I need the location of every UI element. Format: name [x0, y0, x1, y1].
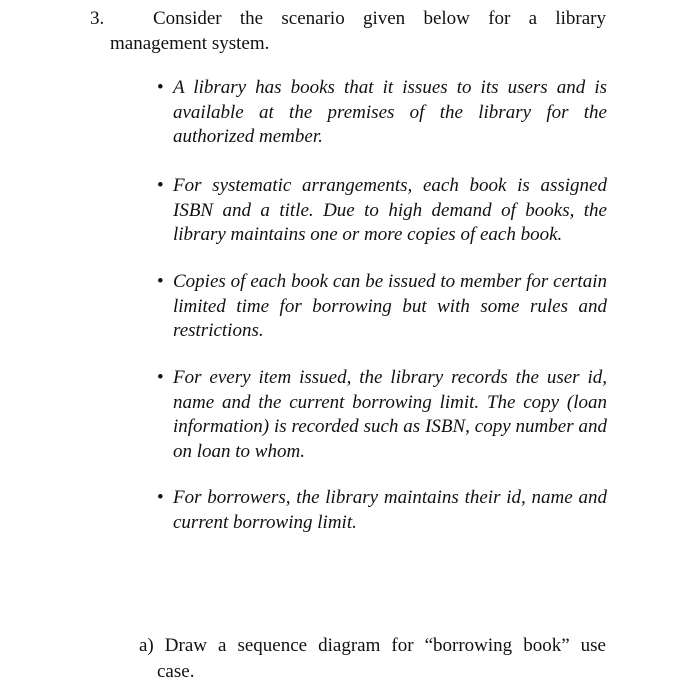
part-a-line2: case. [157, 661, 195, 682]
part-a-task [139, 633, 606, 685]
part-a-line1: a) Draw a sequence diagram for “borrowing book” use [139, 635, 606, 656]
question-intro-line1: Consider the scenario given below for a library [153, 8, 606, 29]
scenario-bullet [155, 366, 607, 464]
scenario-bullet-text: For every item issued, the library records the user id, name and the current borrowing limit. The copy (loan information) is recorded such as ISBN, copy number and on loan to whom. [173, 367, 607, 462]
scenario-bullet-text: For borrowers, the library maintains their id, name and current borrowing limit. [173, 487, 607, 533]
scenario-bullet [155, 270, 607, 344]
scenario-bullet-text: A library has books that it issues to its users and is available at the premises of the library for the authorized member. [173, 77, 607, 147]
scenario-bullet [155, 486, 607, 536]
question-intro-line2: management system. [110, 33, 270, 54]
scenario-bullet-list [155, 76, 607, 558]
scenario-bullet-text: For systematic arrangements, each book is assigned ISBN and a title. Due to high demand of books, the library maintains one or more copies of each book. [173, 175, 607, 245]
bullet-dot-icon: • [157, 175, 164, 196]
question-number: 3. [90, 8, 105, 29]
scenario-bullet [155, 174, 607, 248]
scenario-bullet-text: Copies of each book can be issued to member for certain limited time for borrowing but with some rules and restrictions. [173, 271, 607, 341]
bullet-dot-icon: • [157, 487, 164, 508]
bullet-dot-icon: • [157, 271, 164, 292]
bullet-dot-icon: • [157, 77, 164, 98]
bullet-dot-icon: • [157, 367, 164, 388]
scenario-bullet [155, 76, 607, 152]
